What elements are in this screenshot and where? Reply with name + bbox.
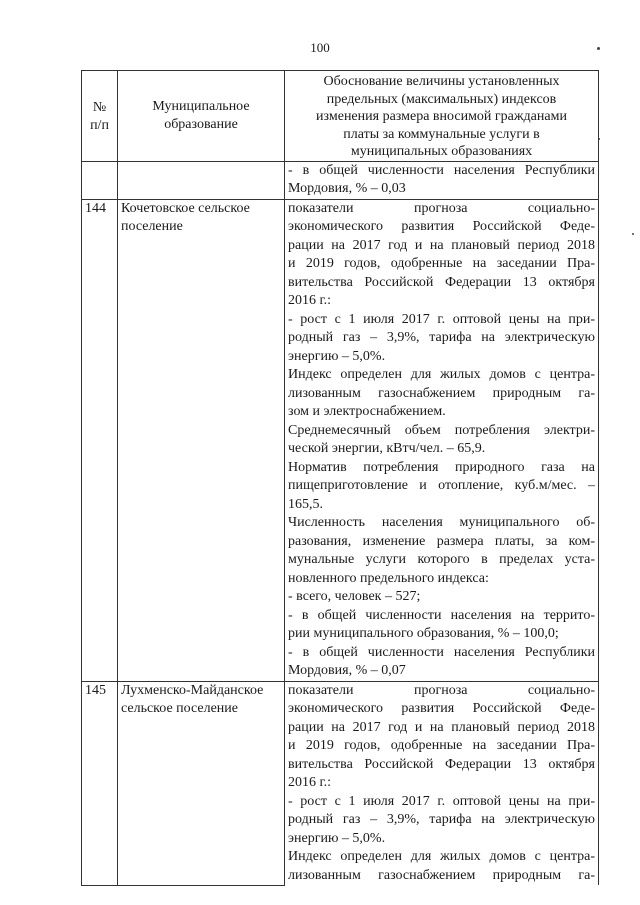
row-number: 145 [82,681,118,885]
header-num: № п/п [82,71,118,162]
continuation-cell: - в общей численности населения Республики Мордовия, % – 0,03 [285,161,599,199]
municipality-name: Кочетовское сельское поселение [118,199,285,681]
table-header-row [82,71,599,162]
basis-text: показатели прогноза социально- экономического развития Российской Феде- рации на 2017 год и на плановый период 2018 и 2019 годов, одобренные на заседании Пра- вительства Российской Федерации 13 октября 2016 г.: - рост с 1 июля 2017 г. оптовой цены на при- родный газ – 3,9%, тарифа на электрическую энергию – 5,0%. Индекс определен для жилых домов с центра- лизованным газоснабжением природным га- [285,681,599,885]
row-number: 144 [82,199,118,681]
scan-speck [597,47,600,50]
continuation-row [82,161,599,199]
basis-text: показатели прогноза социально- экономического развития Российской Феде- рации на 2017 год и на плановый период 2018 и 2019 годов, одобренные на заседании Пра- вительства Российской Федерации 13 октября 2016 г.: - рост с 1 июля 2017 г. оптовой цены на при- родный газ – 3,9%, тарифа на электрическую энергию – 5,0%. Индекс определен для жилых домов с центра- лизованным газоснабжением природным га- зом и электроснабжением. Среднемесячный объем потребления электри- ческой энергии, кВтч/чел. – 65,9. Норматив потребления природного газа на пищеприготовление и отопление, куб.м/мес. – 165,5. Численность населения муниципального об- разования, изменение размера платы, за ком- мунальные услуги которого в пределах уста- новленного предельного индекса: - всего, человек – 527; - в общей численности населения на террито- рии муниципального образования, % – 100,0; - в общей численности населения Республики Мордовия, % – 0,07 [285,199,599,681]
municipality-name: Лухменско-Майданское сельское поселение [118,681,285,885]
header-basis: Обоснование величины установленных предельных (максимальных) индексов изменения размера вносимой гражданами платы за коммунальные услуги в муниципальных образованиях [285,71,599,162]
table-row [82,199,599,681]
header-municipality: Муниципальное образование [118,71,285,162]
indices-table [81,70,599,886]
scan-speck [632,233,634,235]
page-number: 100 [310,40,330,55]
table-row [82,681,599,885]
